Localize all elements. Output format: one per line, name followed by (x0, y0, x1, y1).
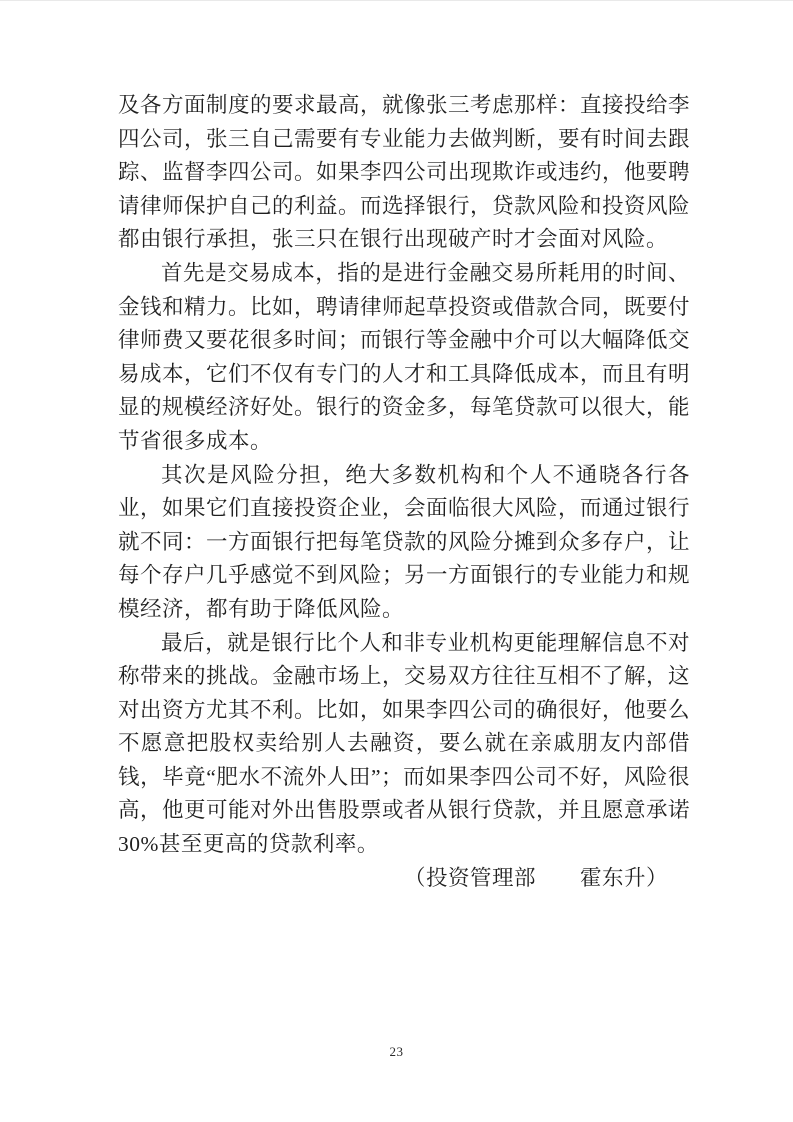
paragraph-2: 首先是交易成本，指的是进行金融交易所耗用的时间、金钱和精力。比如，聘请律师起草投资或借款合同，既要付律师费又要花很多时间；而银行等金融中介可以大幅降低交易成本，它们不仅有专门的人才和工具降低成本，而且有明显的规模经济好处。银行的资金多，每笔贷款可以很大，能节省很多成本。 (118, 260, 691, 453)
paragraph-1: 及各方面制度的要求最高，就像张三考虑那样：直接投给李四公司，张三自己需要有专业能力去做判断，要有时间去跟踪、监督李四公司。如果李四公司出现欺诈或违约，他要聘请律师保护自己的利益。而选择银行，贷款风险和投资风险都由银行承担，张三只在银行出现破产时才会面对风险。 (118, 93, 691, 252)
article-body (118, 89, 690, 895)
author-signature: （投资管理部 霍东升） (403, 865, 668, 890)
paragraph-3: 其次是风险分担，绝大多数机构和个人不通晓各行各业，如果它们直接投资企业，会面临很大风险，而通过银行就不同：一方面银行把每笔贷款的风险分摊到众多存户，让每个存户几乎感觉不到风险；另一方面银行的专业能力和规模经济，都有助于降低风险。 (118, 462, 691, 621)
paragraph-4: 最后，就是银行比个人和非专业机构更能理解信息不对称带来的挑战。金融市场上，交易双方往往互相不了解，这对出资方尤其不利。比如，如果李四公司的确很好，他要么不愿意把股权卖给别人去融资，要么就在亲戚朋友内部借钱，毕竟“肥水不流外人田”；而如果李四公司不好，风险很高，他更可能对外出售股票或者从银行贷款，并且愿意承诺 30%甚至更高的贷款利率。 (118, 630, 691, 857)
page-number: 23 (389, 1044, 404, 1059)
